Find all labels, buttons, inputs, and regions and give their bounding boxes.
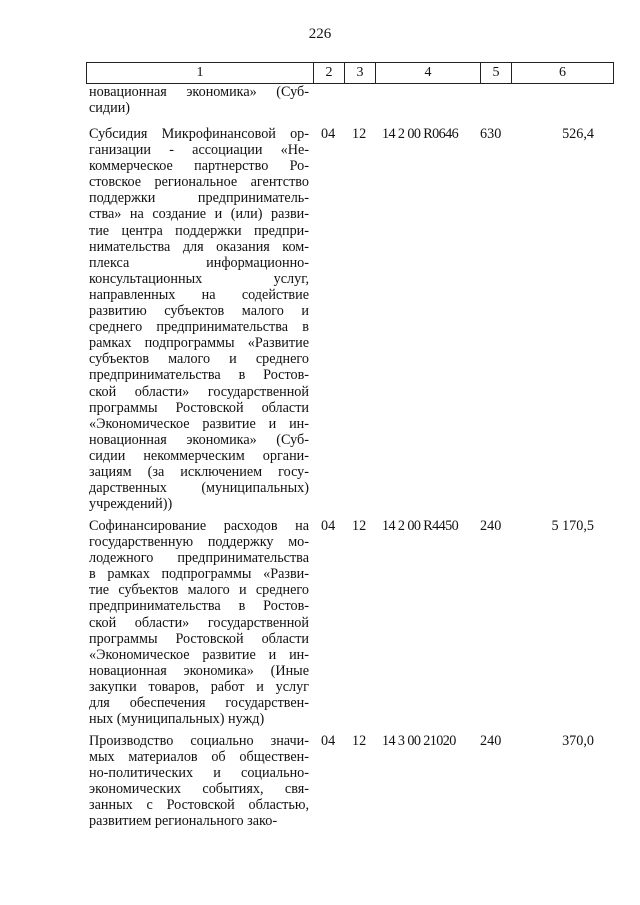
description-line: экономических событиях, свя- — [89, 781, 309, 798]
cell-section: 04 — [321, 126, 336, 142]
row-description — [89, 84, 309, 116]
description-line: тие центра поддержки предпри- — [89, 222, 309, 239]
cell-expense-type: 630 — [480, 126, 502, 142]
description-line: «Экономическое развитие и ин- — [89, 415, 309, 432]
header-col-1: 1 — [196, 65, 204, 80]
header-col-6: 6 — [511, 63, 613, 83]
cell-subsection: 12 — [352, 126, 367, 142]
description-line: поддержки предприниматель- — [89, 190, 309, 207]
description-line: сидии некоммерческим органи- — [89, 447, 309, 464]
cell-target-code: 14 2 00 R0646 — [382, 126, 459, 142]
cell-amount: 526,4 — [562, 126, 594, 142]
cell-target-code: 14 2 00 R4450 — [382, 518, 459, 534]
description-line: ства» на создание и (или) разви- — [89, 206, 309, 223]
description-line: сидии) — [89, 100, 131, 117]
cell-amount: 370,0 — [562, 733, 594, 749]
description-line: Софинансирование расходов на — [89, 518, 309, 534]
description-line: зациям (за исключением госу- — [89, 463, 309, 480]
description-line: консультационных услуг, — [89, 270, 309, 287]
row-description — [89, 126, 309, 512]
description-line: лодежного предпринимательства — [89, 550, 309, 567]
description-line: развитием регионального зако- — [89, 813, 278, 830]
description-line: «Экономическое развитие и ин- — [89, 646, 309, 663]
description-line: развитию субъектов малого и — [89, 303, 309, 320]
cell-section: 04 — [321, 518, 336, 534]
row-description — [89, 518, 309, 727]
description-line: ных (муниципальных) нужд) — [89, 711, 265, 728]
description-line: закупки товаров, работ и услуг — [89, 678, 309, 695]
description-line: дарственных (муниципальных) — [89, 480, 309, 497]
description-line: но-политических и социально- — [89, 765, 309, 782]
description-line: нимательства для оказания ком- — [89, 238, 309, 255]
description-line: программы Ростовской области — [89, 630, 309, 647]
description-line: учреждений)) — [89, 496, 173, 513]
description-line: направленных на содействие — [89, 286, 309, 303]
cell-target-code: 14 3 00 21020 — [382, 733, 456, 749]
header-col-3: 3 — [344, 63, 375, 83]
description-line: для обеспечения государствен- — [89, 695, 309, 712]
description-line: новационная экономика» (Суб- — [89, 431, 309, 448]
cell-amount: 5 170,5 — [551, 518, 594, 534]
description-line: новационная экономика» (Суб- — [89, 84, 309, 100]
cell-subsection: 12 — [352, 518, 367, 534]
row-description — [89, 733, 309, 830]
description-line: Производство социально значи- — [89, 733, 309, 749]
description-line: предпринимательства в Ростов- — [89, 598, 309, 615]
description-line: в рамках подпрограммы «Разви- — [89, 566, 309, 583]
description-line: государственную поддержку мо- — [89, 534, 309, 551]
description-line: занных с Ростовской областью, — [89, 797, 309, 814]
description-line: программы Ростовской области — [89, 399, 309, 416]
description-line: ской области» государственной — [89, 614, 309, 631]
description-line: коммерческое партнерство Ро- — [89, 158, 309, 175]
header-col-2: 2 — [313, 63, 344, 83]
description-line: тие субъектов малого и среднего — [89, 582, 309, 599]
page-number: 226 — [308, 26, 332, 42]
description-line: новационная экономика» (Иные — [89, 662, 309, 679]
description-line: ганизации - ассоциации «Не- — [89, 142, 309, 159]
description-line: субъектов малого и среднего — [89, 351, 309, 368]
description-line: рамках подпрограммы «Развитие — [89, 335, 309, 352]
description-line: плекса информационно- — [89, 254, 309, 271]
description-line: среднего предпринимательства в — [89, 319, 309, 336]
cell-expense-type: 240 — [480, 733, 502, 749]
cell-expense-type: 240 — [480, 518, 502, 534]
description-line: стовское региональное агентство — [89, 174, 309, 191]
description-line: ской области» государственной — [89, 383, 309, 400]
header-col-4: 4 — [375, 63, 480, 83]
table-header — [86, 62, 614, 84]
description-line: Субсидия Микрофинансовой ор- — [89, 126, 309, 142]
description-line: предпринимательства в Ростов- — [89, 367, 309, 384]
cell-section: 04 — [321, 733, 336, 749]
header-col-5: 5 — [480, 63, 511, 83]
description-line: мых материалов об обществен- — [89, 749, 309, 766]
cell-subsection: 12 — [352, 733, 367, 749]
